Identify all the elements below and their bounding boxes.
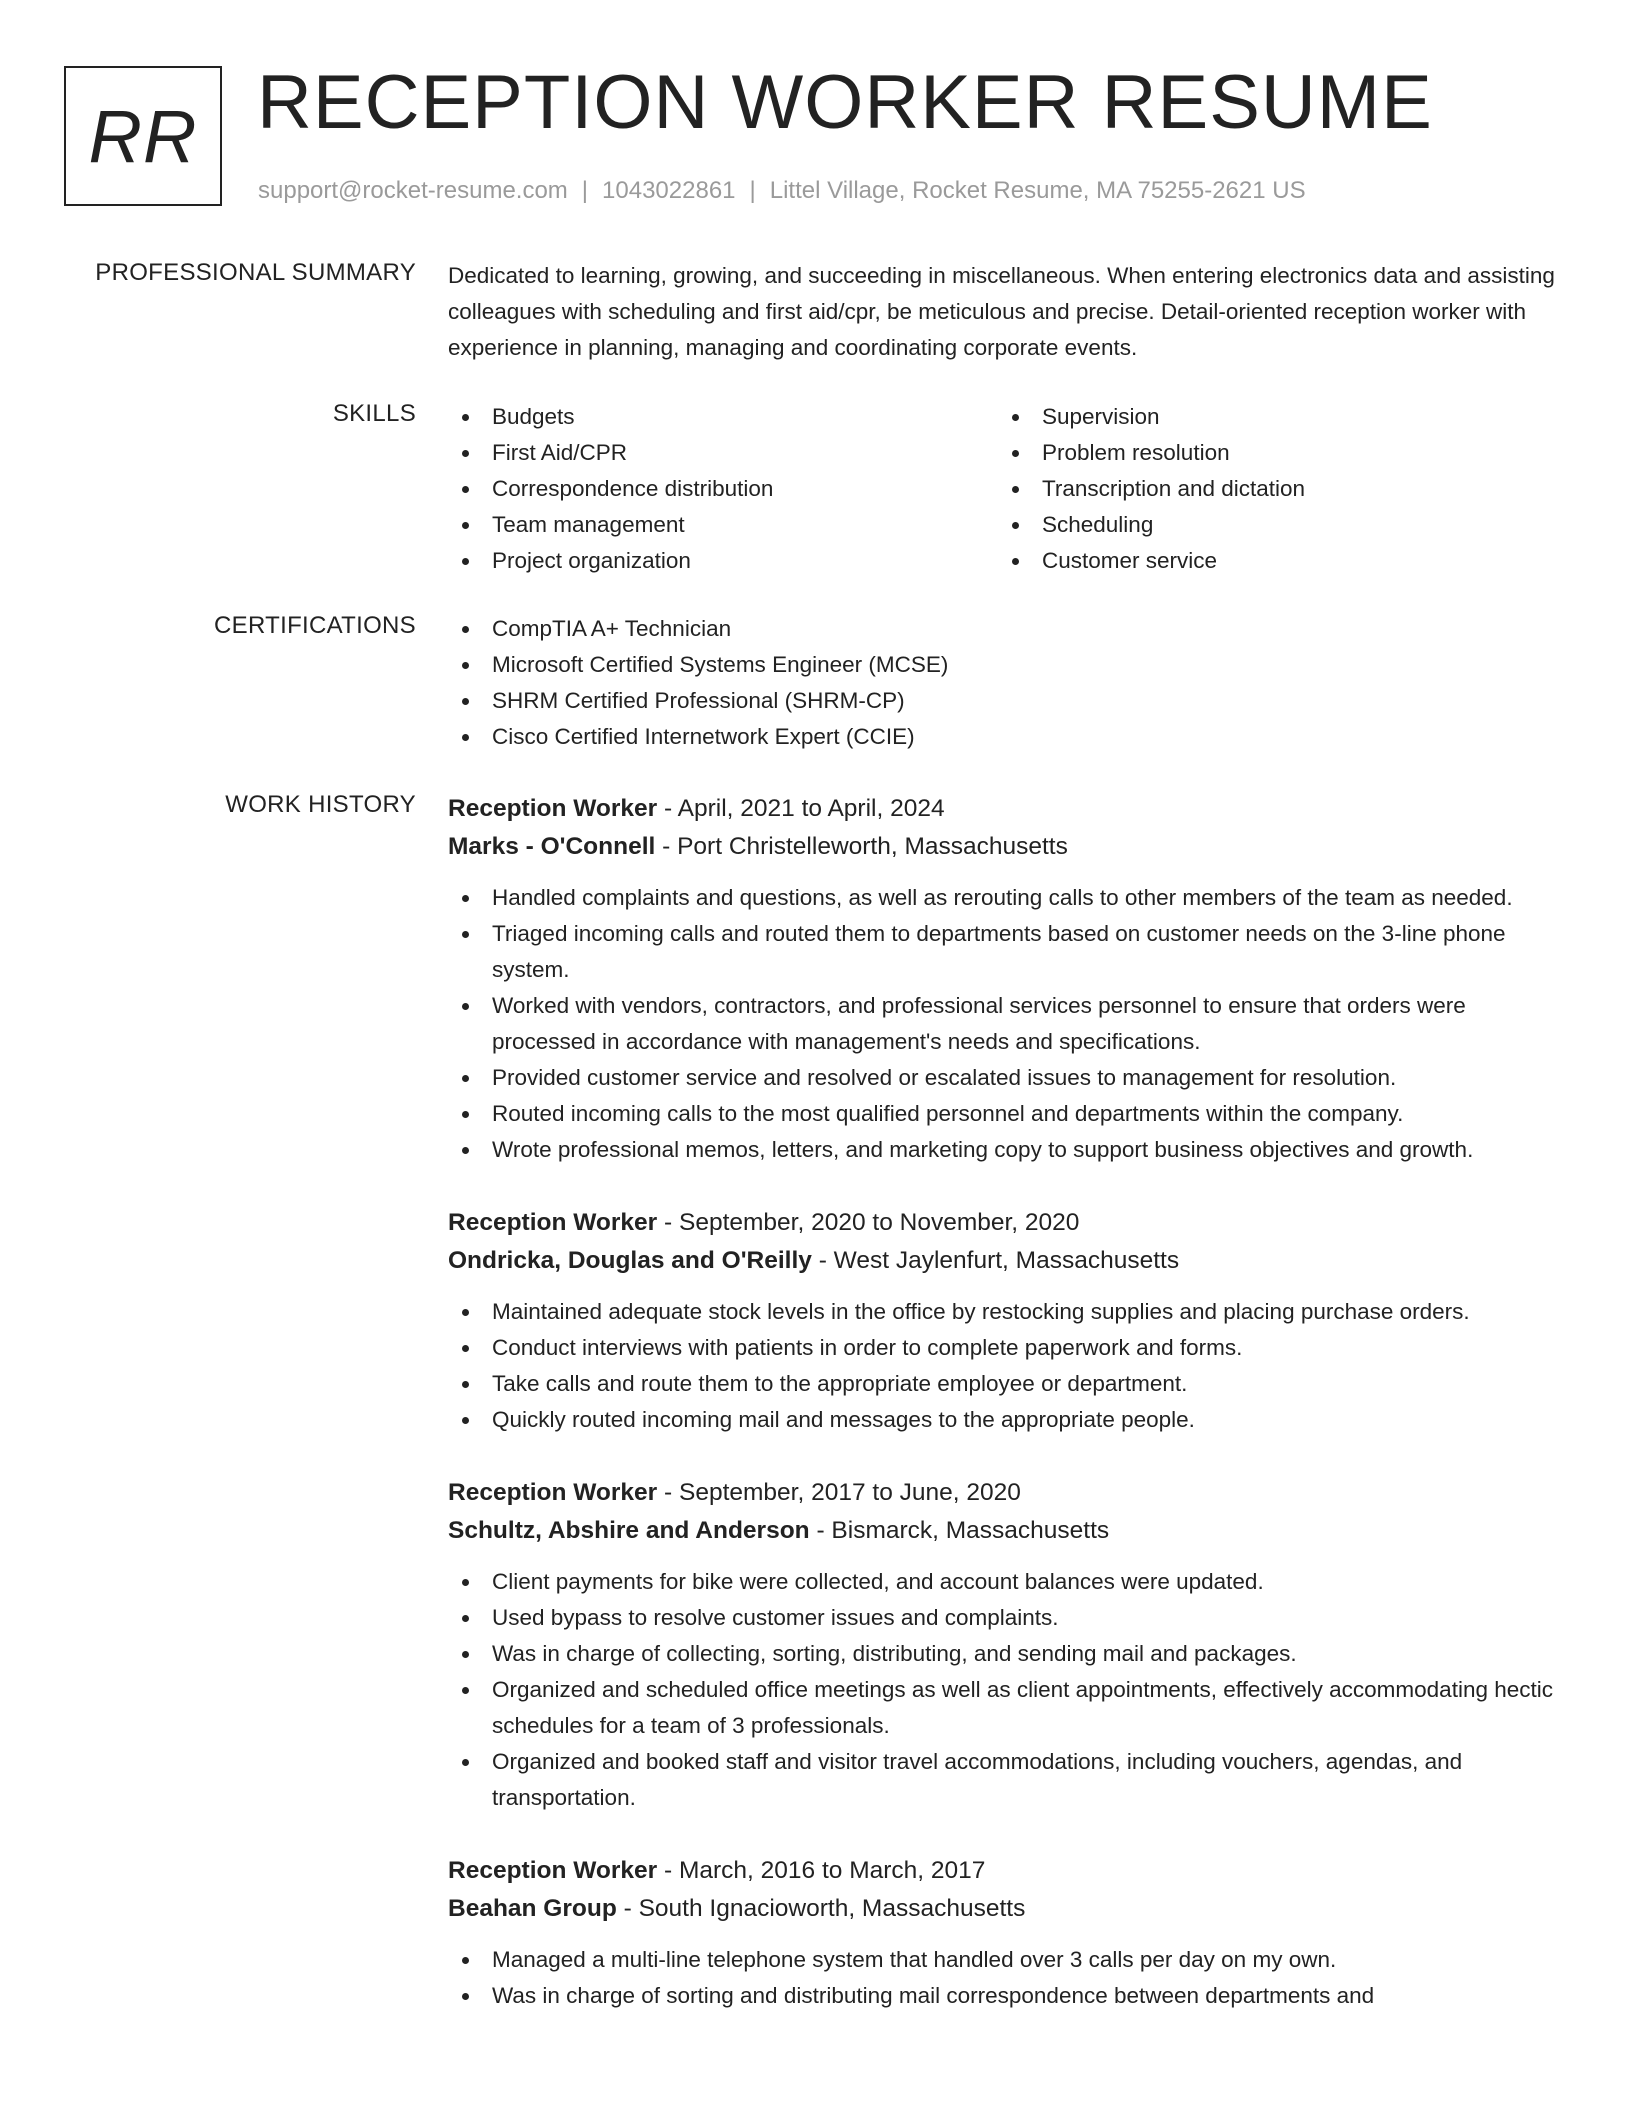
job-duty-item: Handled complaints and questions, as well as rerouting calls to other members of the team as needed. [448, 880, 1568, 916]
job-duty-item: Routed incoming calls to the most qualified personnel and departments within the company. [448, 1096, 1568, 1132]
job-company-line [448, 1242, 1568, 1280]
job-duty-item: Organized and scheduled office meetings as well as client appointments, effectively accommodating hectic schedules for a team of 3 professionals. [448, 1672, 1568, 1744]
contact-email: support@rocket-resume.com [258, 177, 568, 204]
job-duties-list [448, 880, 1568, 1168]
contact-separator: | [749, 177, 756, 204]
work-history-body [448, 790, 1568, 2050]
skill-item: Scheduling [998, 507, 1548, 543]
skills-body [448, 399, 1568, 579]
job-dates: - April, 2021 to April, 2024 [657, 795, 945, 822]
section-heading: WORK HISTORY [225, 791, 416, 818]
job-role: Reception Worker [448, 795, 658, 822]
job-duty-item: Take calls and route them to the appropriate employee or department. [448, 1366, 1568, 1402]
job-duty-item: Quickly routed incoming mail and messages to the appropriate people. [448, 1402, 1568, 1438]
job-role: Reception Worker [448, 1209, 658, 1236]
job-duty-item: Maintained adequate stock levels in the office by restocking supplies and placing purchase orders. [448, 1294, 1568, 1330]
section-heading: SKILLS [332, 400, 416, 427]
job-duty-item: Used bypass to resolve customer issues and complaints. [448, 1600, 1568, 1636]
job-dates: - September, 2020 to November, 2020 [657, 1209, 1080, 1236]
contact-address: Littel Village, Rocket Resume, MA 75255-2621 US [769, 177, 1306, 204]
skills-list-right [998, 399, 1548, 579]
skills-list-left [448, 399, 998, 579]
job-company-line [448, 1890, 1568, 1928]
job-title-line [448, 790, 1568, 828]
job-duties-list [448, 1942, 1568, 2014]
job-location: - South Ignacioworth, Massachusetts [616, 1895, 1026, 1922]
contact-line [258, 176, 1306, 206]
job-duties-list [448, 1564, 1568, 1816]
job-role: Reception Worker [448, 1479, 658, 1506]
job-entry [448, 1474, 1568, 1816]
summary-text: Dedicated to learning, growing, and succeeding in miscellaneous. When entering electronics data and assisting colleagues with scheduling and first aid/cpr, be meticulous and precise. Detail-oriented reception worker with experience in planning, managing and coordinating corporate events. [448, 263, 1555, 360]
job-entry [448, 1852, 1568, 2014]
job-duty-item: Client payments for bike were collected, and account balances were updated. [448, 1564, 1568, 1600]
job-title-line [448, 1852, 1568, 1890]
summary-body [448, 258, 1568, 366]
job-duty-item: Wrote professional memos, letters, and marketing copy to support business objectives and growth. [448, 1132, 1568, 1168]
job-duty-item: Was in charge of collecting, sorting, distributing, and sending mail and packages. [448, 1636, 1568, 1672]
skill-item: Project organization [448, 543, 998, 579]
job-location: - Bismarck, Massachusetts [809, 1517, 1110, 1544]
job-dates: - September, 2017 to June, 2020 [657, 1479, 1021, 1506]
section-heading: CERTIFICATIONS [214, 612, 416, 639]
job-company: Schultz, Abshire and Anderson [448, 1517, 810, 1544]
job-duty-item: Triaged incoming calls and routed them to departments based on customer needs on the 3-line phone system. [448, 916, 1568, 988]
job-duties-list [448, 1294, 1568, 1438]
skill-item: Budgets [448, 399, 998, 435]
job-company: Marks - O'Connell [448, 833, 656, 860]
resume-title: RECEPTION WORKER RESUME [257, 60, 1433, 145]
certification-item: SHRM Certified Professional (SHRM-CP) [448, 683, 1568, 719]
job-location: - West Jaylenfurt, Massachusetts [811, 1247, 1180, 1274]
skill-item: Team management [448, 507, 998, 543]
job-location: - Port Christelleworth, Massachusetts [655, 833, 1068, 860]
job-duty-item: Conduct interviews with patients in order to complete paperwork and forms. [448, 1330, 1568, 1366]
monogram-logo: RR [64, 66, 222, 206]
job-title-line [448, 1204, 1568, 1242]
job-entry [448, 1204, 1568, 1438]
skill-item: Correspondence distribution [448, 471, 998, 507]
job-dates: - March, 2016 to March, 2017 [657, 1857, 986, 1884]
section-heading: PROFESSIONAL SUMMARY [95, 259, 416, 286]
job-company-line [448, 1512, 1568, 1550]
job-company: Ondricka, Douglas and O'Reilly [448, 1247, 812, 1274]
job-role: Reception Worker [448, 1857, 658, 1884]
certifications-list [448, 611, 1568, 755]
skill-item: First Aid/CPR [448, 435, 998, 471]
certifications-body [448, 611, 1568, 755]
job-duty-item: Organized and booked staff and visitor travel accommodations, including vouchers, agendas, and transportation. [448, 1744, 1568, 1816]
job-duty-item: Worked with vendors, contractors, and professional services personnel to ensure that orders were processed in accordance with management's needs and specifications. [448, 988, 1568, 1060]
certification-item: CompTIA A+ Technician [448, 611, 1568, 647]
job-duty-item: Managed a multi-line telephone system that handled over 3 calls per day on my own. [448, 1942, 1568, 1978]
job-duty-item: Was in charge of sorting and distributing mail correspondence between departments and [448, 1978, 1568, 2014]
contact-phone: 1043022861 [602, 177, 736, 204]
contact-separator: | [581, 177, 589, 204]
job-company: Beahan Group [448, 1895, 617, 1922]
skill-item: Transcription and dictation [998, 471, 1548, 507]
skill-item: Problem resolution [998, 435, 1548, 471]
job-title-line [448, 1474, 1568, 1512]
job-duty-item: Provided customer service and resolved or escalated issues to management for resolution. [448, 1060, 1568, 1096]
skill-item: Customer service [998, 543, 1548, 579]
certification-item: Cisco Certified Internetwork Expert (CCIE) [448, 719, 1568, 755]
job-entry [448, 790, 1568, 1168]
certification-item: Microsoft Certified Systems Engineer (MCSE) [448, 647, 1568, 683]
skill-item: Supervision [998, 399, 1548, 435]
job-company-line [448, 828, 1568, 866]
